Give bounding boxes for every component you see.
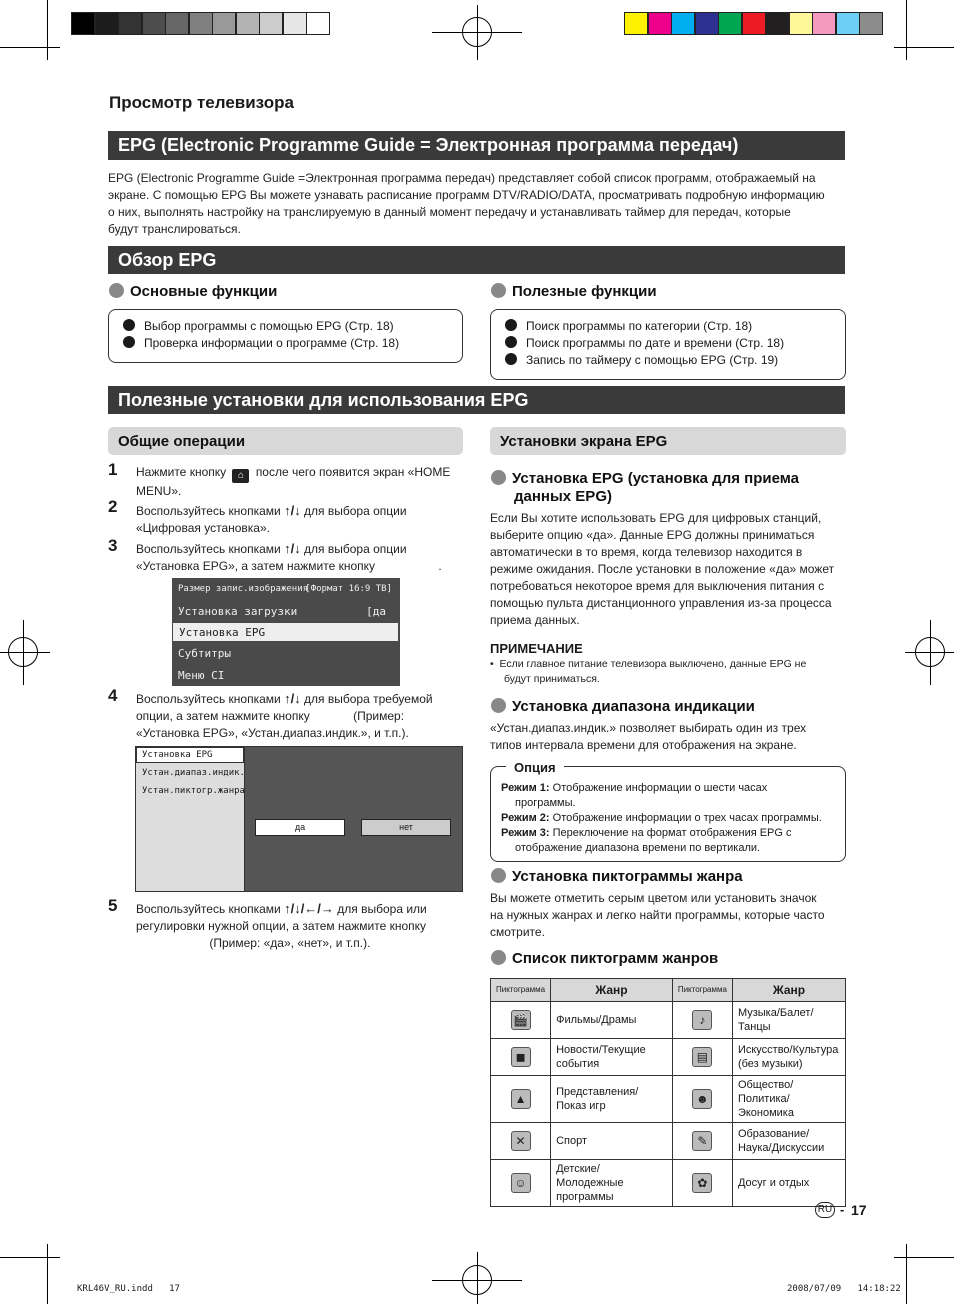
epg-setup-heading: Установка EPG (установка для приема данных EPG) bbox=[491, 470, 799, 506]
list-item: Выбор программы с помощью EPG (Стр. 18) bbox=[123, 318, 448, 335]
epg-title: EPG (Electronic Programme Guide = Электронная программа передач) bbox=[108, 131, 845, 160]
mode-3-cont: отображение диапазона времени по вертикали. bbox=[515, 842, 761, 854]
useful-functions-heading: Полезные функции bbox=[491, 283, 657, 300]
basic-functions-heading: Основные функции bbox=[109, 283, 277, 300]
step-1: Нажмите кнопку ⌂ после чего появится экран «HOME MENU». bbox=[136, 465, 451, 498]
yes-option[interactable]: да bbox=[255, 819, 345, 836]
education-genre-icon: ✎ bbox=[692, 1131, 712, 1151]
mode-1-cont: программы. bbox=[515, 797, 576, 809]
registration-cross bbox=[432, 1280, 522, 1281]
table-row bbox=[491, 1076, 846, 1123]
list-item: Поиск программы по категории (Стр. 18) bbox=[505, 318, 831, 335]
bullet-icon bbox=[491, 868, 506, 883]
table-cell: Фильмы/Драмы bbox=[551, 1002, 673, 1039]
menu-item-selected[interactable]: Установка EPG bbox=[136, 747, 244, 763]
general-operations-heading: Общие операции bbox=[108, 427, 463, 455]
color-swatch bbox=[718, 12, 742, 35]
color-swatch bbox=[859, 12, 883, 35]
menu-screenshot-2 bbox=[135, 746, 463, 892]
epg-setup-text: Если Вы хотите использовать EPG для цифровых станций, выберите опцию «да». Данные EPG должны приниматься автоматически в то время, когда телевизор находится в режиме ожидания. После установки в положение «да» может потребоваться некоторое время для выключения питания с помощью пульта дистанционного управления из-за процесса приема данных. bbox=[490, 511, 835, 627]
menu-row[interactable]: Установка загрузки bbox=[178, 605, 298, 618]
list-item: Проверка информации о программе (Стр. 18) bbox=[123, 335, 448, 352]
bullet-icon bbox=[491, 950, 506, 965]
column-header: Жанр bbox=[732, 979, 845, 1002]
news-genre-icon: ◼ bbox=[511, 1047, 531, 1067]
overview-title: Обзор EPG bbox=[108, 246, 845, 274]
children-genre-icon: ☺ bbox=[511, 1173, 531, 1193]
menu-item[interactable]: Устан.пиктогр.жанра bbox=[142, 786, 245, 796]
registration-cross bbox=[0, 652, 50, 653]
music-genre-icon: ♪ bbox=[692, 1010, 712, 1030]
footer-timestamp: 2008/07/09 14:18:22 bbox=[787, 1284, 901, 1294]
society-genre-icon: ☻ bbox=[692, 1089, 712, 1109]
column-header: Пиктограмма bbox=[672, 979, 732, 1002]
table-cell: Досуг и отдых bbox=[732, 1160, 845, 1207]
direction-arrows-icon: ↑/↓/←/→ bbox=[284, 901, 334, 916]
gray-swatch bbox=[165, 12, 189, 35]
gray-swatch bbox=[118, 12, 142, 35]
up-down-arrows-icon: ↑/↓ bbox=[284, 691, 301, 706]
menu-row[interactable]: Меню CI bbox=[178, 669, 225, 682]
table-row bbox=[491, 1002, 846, 1039]
step-number: 1 bbox=[108, 460, 118, 479]
color-swatch bbox=[671, 12, 695, 35]
language-badge: RU bbox=[815, 1202, 835, 1218]
menu-row-value: [да bbox=[366, 605, 386, 618]
registration-cross bbox=[905, 652, 954, 653]
table-header-row bbox=[491, 979, 846, 1002]
table-cell: Образование/Наука/Дискуссии bbox=[732, 1123, 845, 1160]
page-separator: - bbox=[840, 1202, 845, 1217]
gray-swatch bbox=[283, 12, 307, 35]
step-number: 2 bbox=[108, 497, 118, 516]
menu-row-selected[interactable]: Установка EPG bbox=[173, 623, 398, 641]
no-option[interactable]: нет bbox=[361, 819, 451, 836]
menu-left-panel bbox=[136, 747, 245, 891]
leisure-genre-icon: ✿ bbox=[692, 1173, 712, 1193]
menu-header: Размер запис.изображения bbox=[178, 584, 309, 594]
table-row bbox=[491, 1039, 846, 1076]
gray-swatch bbox=[259, 12, 283, 35]
registration-cross bbox=[477, 1252, 478, 1304]
bullet-icon bbox=[491, 283, 506, 298]
epg-intro-line: будут транслироваться. bbox=[108, 222, 241, 236]
option-box bbox=[490, 766, 846, 862]
icon-setup-heading: Установка пиктограммы жанра bbox=[491, 868, 743, 885]
color-swatch bbox=[742, 12, 766, 35]
table-row bbox=[491, 1123, 846, 1160]
mode-1: Режим 1: Отображение информации о шести часах bbox=[501, 782, 768, 794]
step-2: Воспользуйтесь кнопками ↑/↓ для выбора опции «Цифровая установка». bbox=[136, 503, 407, 535]
range-text: «Устан.диапаз.индик.» позволяет выбирать один из трех типов интервала времени для отображения на экране. bbox=[490, 721, 807, 752]
table-cell: Спорт bbox=[551, 1123, 673, 1160]
color-swatch bbox=[695, 12, 719, 35]
crop-mark bbox=[894, 47, 954, 48]
useful-functions-box bbox=[490, 309, 846, 380]
gray-swatch bbox=[189, 12, 213, 35]
table-cell: Искусство/Культура (без музыки) bbox=[732, 1039, 845, 1076]
gray-swatch bbox=[71, 12, 95, 35]
crop-mark bbox=[0, 47, 60, 48]
table-cell: Детские/Молодежные программы bbox=[551, 1160, 673, 1207]
crop-mark bbox=[47, 0, 48, 60]
step-5: Воспользуйтесь кнопками ↑/↓/←/→ для выбора или регулировки нужной опции, а затем нажмите кнопку (Пример: «да», «нет», и т.п.). bbox=[136, 901, 427, 950]
note-heading: ПРИМЕЧАНИЕ bbox=[490, 641, 583, 656]
color-swatch bbox=[836, 12, 860, 35]
crop-mark bbox=[906, 1244, 907, 1304]
screen-settings-heading: Установки экрана EPG bbox=[490, 427, 846, 455]
icon-setup-text: Вы можете отметить серым цветом или установить значок на нужных жанрах и легко найти программы, которые часто смотрите. bbox=[490, 891, 825, 939]
mode-2: Режим 2: Отображение информации о трех часах программы. bbox=[501, 812, 822, 824]
gray-swatch bbox=[142, 12, 166, 35]
epg-intro-line: EPG (Electronic Programme Guide =Электронная программа передач) представляет собой список программ, отображаемый на bbox=[108, 171, 816, 185]
table-cell: Представления/Показ игр bbox=[551, 1076, 673, 1123]
settings-title: Полезные установки для использования EPG bbox=[108, 386, 845, 414]
step-number: 3 bbox=[108, 536, 118, 555]
gray-swatch bbox=[212, 12, 236, 35]
table-cell: Новости/Текущие события bbox=[551, 1039, 673, 1076]
step-number: 4 bbox=[108, 686, 118, 705]
gray-swatch bbox=[236, 12, 260, 35]
up-down-arrows-icon: ↑/↓ bbox=[284, 541, 301, 556]
step-number: 5 bbox=[108, 896, 118, 915]
epg-intro-line: экране. С помощью EPG Вы можете узнавать расписание программ DTV/RADIO/DATA, просматривать подробную информацию bbox=[108, 188, 825, 202]
gray-swatch bbox=[95, 12, 119, 35]
movie-genre-icon: 🎬 bbox=[511, 1010, 531, 1030]
menu-item[interactable]: Устан.диапаз.индик. bbox=[142, 768, 245, 778]
range-heading: Установка диапазона индикации bbox=[491, 698, 755, 715]
home-icon: ⌂ bbox=[232, 469, 249, 483]
table-cell: Музыка/Балет/Танцы bbox=[732, 1002, 845, 1039]
bullet-icon bbox=[491, 698, 506, 713]
color-swatch bbox=[789, 12, 813, 35]
page-number: 17 bbox=[851, 1202, 867, 1218]
crop-mark bbox=[894, 1257, 954, 1258]
sports-genre-icon: ✕ bbox=[511, 1131, 531, 1151]
column-header: Пиктограмма bbox=[491, 979, 551, 1002]
genre-list-heading: Список пиктограмм жанров bbox=[491, 950, 718, 967]
genre-table bbox=[490, 978, 846, 1207]
step-3: Воспользуйтесь кнопками ↑/↓ для выбора опции «Установка EPG», а затем нажмите кнопку . bbox=[136, 541, 442, 573]
gray-swatch bbox=[306, 12, 330, 35]
crop-mark bbox=[906, 0, 907, 60]
color-swatch bbox=[812, 12, 836, 35]
mode-3: Режим 3: Переключение на формат отображения EPG с bbox=[501, 827, 792, 839]
menu-header-value: [Формат 16:9 ТВ] bbox=[305, 584, 392, 594]
basic-functions-box bbox=[108, 309, 463, 363]
bullet-icon bbox=[491, 470, 506, 485]
menu-row[interactable]: Субтитры bbox=[178, 647, 231, 660]
color-swatch bbox=[624, 12, 648, 35]
note-text: • Если главное питание телевизора выключено, данные EPG не будут приниматься. bbox=[490, 658, 807, 685]
up-down-arrows-icon: ↑/↓ bbox=[284, 503, 301, 518]
menu-screenshot-1 bbox=[172, 578, 400, 686]
bullet-icon bbox=[109, 283, 124, 298]
epg-intro-line: о них, выполнять настройку на транслируемую в данный момент передачу и устанавливать таймер для передач, которые bbox=[108, 205, 791, 219]
list-item: Запись по таймеру с помощью EPG (Стр. 19) bbox=[505, 352, 831, 369]
arts-genre-icon: ▤ bbox=[692, 1047, 712, 1067]
color-swatch bbox=[648, 12, 672, 35]
option-heading: Опция bbox=[506, 760, 564, 775]
list-item: Поиск программы по дате и времени (Стр. 18) bbox=[505, 335, 831, 352]
column-header: Жанр bbox=[551, 979, 673, 1002]
registration-cross bbox=[432, 32, 522, 33]
table-cell: Общество/Политика/Экономика bbox=[732, 1076, 845, 1123]
show-genre-icon: ▲ bbox=[511, 1089, 531, 1109]
footer-filename: KRL46V_RU.indd 17 bbox=[77, 1284, 180, 1294]
crop-mark bbox=[47, 1244, 48, 1304]
color-swatch bbox=[765, 12, 789, 35]
table-row bbox=[491, 1160, 846, 1207]
chapter-title: Просмотр телевизора bbox=[109, 93, 294, 112]
step-4: Воспользуйтесь кнопками ↑/↓ для выбора требуемой опции, а затем нажмите кнопку (Пример: «Установка EPG», «Устан.диапаз.индик.», и т.п.). bbox=[136, 691, 433, 740]
crop-mark bbox=[0, 1257, 60, 1258]
